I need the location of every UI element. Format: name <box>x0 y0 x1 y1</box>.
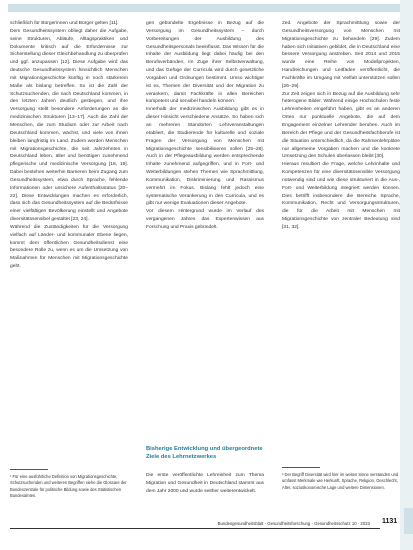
side-margin-tab <box>404 508 413 534</box>
text-column-left <box>10 20 128 518</box>
paragraph: Während die Zuständigkeiten für die Versorgung vielfach auf Länder- und kommunaler Ebene liegen, kommt dem öffentlichen Gesundheitsdienst eine besondere Rolle zu, wenn es um die Umsetzung von Maßnahmen für Menschen mit Migrationsgeschichte geht. <box>10 224 128 270</box>
footnote-right: ² Der Begriff Diversität wird hier im weiten Sinne verstanden und umfasst Merkmale wie Herkunft, Sprache, Religion, Geschlecht, Alter, sozioökonomische Lage und weitere Dimensionen. <box>282 472 399 490</box>
text-column-middle <box>146 20 264 438</box>
header-rule <box>8 4 413 12</box>
paragraph: Vor diesem Hintergrund wurde im Verlauf des vergangenen Jahres das Expertenwissen aus Forschung und Praxis gebündelt. <box>146 209 264 230</box>
text-column-right <box>282 20 400 462</box>
paragraph: 2ed. Angebote der Sprachmittlung sowie der Gesundheitsversorgung von Menschen mit Migrationsgeschichte zu behandeln [29]. Zudem haben sich Initiativen gebildet, die in Deutschland eine bessere Versorgung anstreben. Seit 2014 und 2015 wurde eine Reihe von Modellprojekten, Handreichungen und Leitfäden veröffentlicht, die Fachkräfte im Umgang mit Vielfalt unterstützen sollen [26–29]. <box>282 21 400 89</box>
footnote-divider <box>10 469 48 470</box>
paragraph: Zur Zeit zeigen sich in Bezug auf die Ausbildung sehr heterogene Bilder. Während einige Hochschulen feste Lehreinheiten eingeführt haben, gibt es an anderen Orten nur punktuelle Angebote, die auf dem Engagement einzelner Lehrender beruhen. Auch im Bereich der Pflege und der Gesundheitsfachberufe ist die Situation unterschiedlich, da die Rahmenlehrpläne nur allgemeine Vorgaben machen und die konkrete Umsetzung den Schulen überlassen bleibt [30]. <box>282 91 400 160</box>
footnote-left: ¹ Für eine ausführliche Definition von Migrationsgeschichte, Schutzsuchenden und weiteren Begriffen siehe die Glossare der Bundeszentrale für politische Bildung sowie des Statistischen Bundesamtes. <box>10 474 127 498</box>
section-heading: Bisherige Entwicklung und übergeordnete Ziele des Lehrnetzwerkes <box>146 446 263 460</box>
paragraph: schließlich für Bürgerinnen und Bürger gelten [11]. <box>10 21 119 26</box>
footnote-divider <box>282 467 320 468</box>
footer-rule <box>10 528 380 529</box>
article-body <box>10 20 400 518</box>
journal-citation: Bundesgesundheitsblatt - Gesundheitsforschung - Gesundheitsschutz 10 · 2023 <box>217 521 370 526</box>
paragraph: Innerhalb der medizinischen Ausbildung gibt es in dieser Hinsicht verschiedene Ansätze. So haben sich an mehreren Standorten Lehrveranstaltungen etabliert, die Studierende für kulturelle und soziale Fragen der Versorgung von Menschen mit Migrationsgeschichte sensibilisieren sollen [25–28]. Auch in der Pflegeausbildung werden entsprechende Inhalte zunehmend aufgegriffen, und in Fort- und Weiterbildungen stehen Themen wie Sprachmittlung, Kommunikation, Diskriminierung und Rassismus vermehrt im Fokus. Bislang fehlt jedoch eine systematische Verankerung in den Curricula, und es gibt nur wenige Evaluationen dieser Angebote. <box>146 107 264 207</box>
paragraph: Dem Gesundheitssystem obliegt daher die Aufgabe, seine Strukturen, Abläufe, Alltagspraktiken und Dokumente kritisch auf die Erfordernisse zur Sicherstellung dieser Gleichbehandlung zu überprüfen und ggf. anzupassen [12]. Diese Aufgabe wird das deutsche Gesundheitssystem hinsichtlich Menschen mit Migrationsgeschichte künftig in noch stärkerem Maße als bislang betreffen. So ist die Zahl der Schutzsuchenden, die nach Deutschland kommen, in den letzten Jahren deutlich gestiegen, und ihre Versorgung stellt besondere Anforderungen an die medizinischen Strukturen [13–17]. Auch die Zahl der Menschen, die zum Studium oder zur Arbeit nach Deutschland kommen, wächst, und viele von ihnen bleiben langfristig im Land. Zudem werden Menschen mit Migrationsgeschichte, die seit Jahrzehnten in Deutschland leben, älter und benötigen zunehmend pflegerische und medizinische Versorgung [18, 19]. Dabei bestehen weiterhin Barrieren beim Zugang zum Gesundheitssystem, etwa durch Sprache, fehlende Informationen oder unsichere Aufenthaltsstatus [20–22]. Diese Entwicklungen machen es erforderlich, dass sich das Gesundheitssystem auf die Bedürfnisse einer vielfältigen Bevölkerung einstellt und Angebote diversitätssensibel gestaltet [23, 24]. <box>10 28 128 223</box>
page-number: 1131 <box>382 518 398 525</box>
side-margin-strip <box>400 0 413 550</box>
page-footer <box>10 519 374 529</box>
section-intro-paragraph: Die erste veröffentlichte Lehreinheit zum Thema Migration und Gesundheit in Deutschland stammt aus dem Jahr 2000 und wurde seither weiterentwickelt. <box>146 473 264 494</box>
paragraph: Hieraus resultiert die Frage, welche Lehrinhalte und Kompetenzen für eine diversitätssensible Versorgung notwendig sind und wie diese strukturiert in die Aus-, Fort- und Weiterbildung integriert werden können. Dies betrifft insbesondere die Bereiche Sprache, Kommunikation, Recht und Versorgungsstrukturen, die für die Arbeit mit Menschen mit Migrationsgeschichte von zentraler Bedeutung sind [31, 32]. <box>282 162 400 230</box>
paragraph: gen gebündelte Ergebnisse in Bezug auf die Versorgung im Gesundheitssystem – durch Vorbereitungen der Ausbildung des Gesundheitspersonals beeinflusst. Das Wissen für die Inhalte der Ausbildung liegt dabei häufig bei den Berufsverbänden, im Zuge ihrer Selbstverwaltung, und das Gefüge der Curricula wird durch gesetzliche Vorgaben und Ordnungen bestimmt. Umso wichtiger ist es, Themen der Diversität und der Migration zu verankern, damit Fachkräfte in allen Bereichen kompetent und sensibel handeln können. <box>146 21 264 105</box>
